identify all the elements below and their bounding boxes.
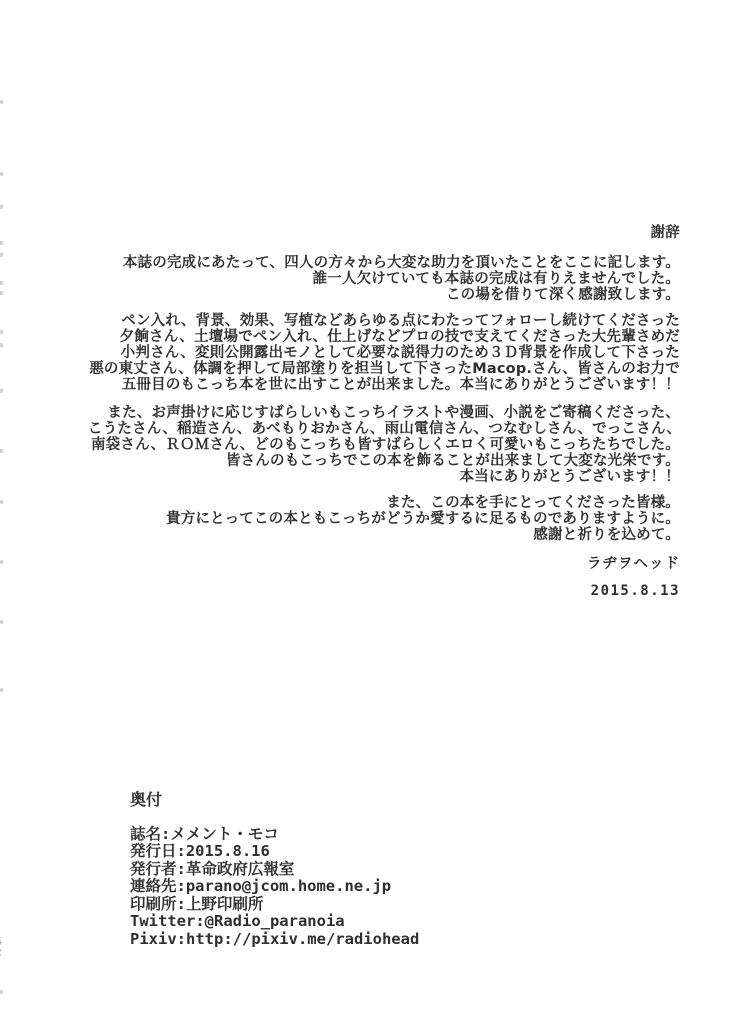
edge-artifact <box>0 241 3 245</box>
text-line: また、お声掛けに応じすばらしいもこっちイラストや漫画、小説をご寄稿くださった、 <box>107 405 680 421</box>
edge-artifact <box>0 343 3 347</box>
edge-artifact <box>0 500 3 504</box>
edge-artifact <box>0 281 3 285</box>
colophon-title-line: 誌名:メメント・モコ <box>130 824 279 843</box>
edge-artifact <box>0 389 3 393</box>
paragraph-intro <box>88 255 680 303</box>
colophon-heading: 奥付 <box>130 790 163 809</box>
text-line: こうたさん、稲造さん、あべもりおかさん、雨山電信さん、つなむしさん、でっこさん、 <box>88 421 682 437</box>
edge-artifact <box>0 100 3 104</box>
text-line: 感謝と祈りを込めて。 <box>533 527 680 543</box>
page-number-digit <box>0 947 7 958</box>
colophon-section <box>130 791 419 948</box>
text-line: 南袋さん、ＲＯＭさん、どのもこっちも皆すばらしくエロく可愛いもこっちたちでした。 <box>90 437 680 453</box>
edge-artifact <box>0 172 3 176</box>
edge-artifact <box>0 205 3 209</box>
edge-artifact <box>0 449 3 453</box>
edge-artifact <box>0 560 3 564</box>
colophon-printer-line: 印刷所:上野印刷所 <box>130 894 264 913</box>
text-line: 小判さん、変則公開露出モノとして必要な説得力のため３Ｄ背景を作成して下さった <box>120 345 680 361</box>
colophon-pixiv-line: Pixiv:http://pixiv.me/radiohead <box>130 929 420 948</box>
text-line: ペン入れ、背景、効果、写植などあらゆる点にわたってフォローし続けてくださった <box>121 313 680 329</box>
colophon-contact-line: 連絡先:parano@jcom.home.ne.jp <box>130 877 392 895</box>
colophon-publisher-line: 発行者:革命政府広報室 <box>130 859 295 878</box>
text-line: この場を借りて深く感謝致します。 <box>445 287 680 303</box>
text-line: 皆さんのもこっちでこの本を飾ることが出来まして大変な光栄です。 <box>225 453 680 469</box>
acknowledgments-title: 謝辞 <box>650 225 680 241</box>
text-line: 本誌の完成にあたって、四人の方々から大変な助力を頂いたことをここに記します。 <box>122 255 680 271</box>
colophon-twitter-line: Twitter:@Radio_paranoia <box>130 912 345 930</box>
edge-artifact <box>0 688 3 692</box>
edge-artifact <box>0 253 3 257</box>
text-line: 誰一人欠けていても本誌の完成は有りえませんでした。 <box>312 271 680 287</box>
afterword-date: 2015.8.13 <box>590 583 680 599</box>
page-number <box>0 936 7 958</box>
paragraph-contributors <box>88 405 680 485</box>
text-line: 貴方にとってこの本ともこっちがどうか愛するに足るものでありますように。 <box>166 511 680 527</box>
author-signature: ラヂヲヘッド <box>587 556 680 572</box>
paragraph-helpers <box>88 313 680 393</box>
acknowledgments-section <box>88 225 680 599</box>
edge-artifact <box>0 291 3 295</box>
colophon-publish-date-line: 発行日:2015.8.16 <box>130 842 270 860</box>
text-line: 本当にありがとうございます！！ <box>459 469 680 485</box>
text-line: 悪の東丈さん、体調を押して局部塗りを担当して下さったMacop.さん、皆さんのお力で <box>89 361 680 377</box>
edge-artifact <box>0 620 3 624</box>
text-line: 五冊目のもこっち本を世に出すことが出来ました。本当にありがとうございます！！ <box>121 377 680 393</box>
paragraph-readers <box>88 495 680 543</box>
text-line: また、この本を手にとってくださった皆様。 <box>386 495 680 511</box>
edge-artifact <box>0 990 3 994</box>
edge-artifact <box>0 330 3 334</box>
text-line: 夕餉さん、土壇場でペン入れ、仕上げなどプロの技で支えてくださった大先輩さめだ <box>119 329 680 345</box>
